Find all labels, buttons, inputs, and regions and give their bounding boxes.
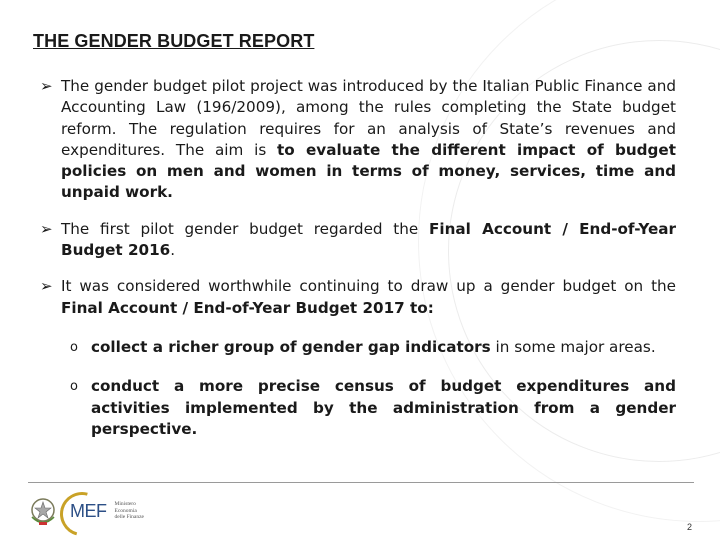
mef-ring-icon [52,483,112,543]
bullet-item [40,219,676,262]
arrow-bullet-icon: ➢ [40,77,53,95]
page-title: THE GENDER BUDGET REPORT [33,31,315,51]
bullet-text-bold: Final Account / End-of-Year Budget 2017 to: [61,298,434,317]
page-number: 2 [686,522,692,532]
bullet-item [40,276,676,319]
circle-bullet-icon: o [70,379,78,395]
sub-bullet-text-bold: collect a richer group of gender gap indicators [91,337,491,356]
arrow-bullet-icon: ➢ [40,277,53,296]
footer-divider [28,482,694,483]
bullet-item [40,76,676,204]
bullet-text-end: . [170,241,176,260]
mef-logo-text: MEF [66,501,107,522]
bullet-text: It was considered worthwhile continuing to draw up a gender budget on the [61,277,676,296]
sub-bullet-text: in some major areas. [490,337,656,356]
mef-logo [66,501,144,522]
footer-logos [28,494,144,528]
arrow-bullet-icon: ➢ [40,219,53,238]
sub-bullet-item [40,337,676,358]
bullet-text: The first pilot gender budget regarded the [61,219,429,238]
italian-emblem-icon [28,495,58,527]
sub-bullet-item [40,376,676,440]
bullet-text-bold: Final Account / End-of-Year Budget 2016 [61,219,676,260]
bullet-text-bold: to evaluate the different impact of budget policies on men and women in terms of money, services, time and unpaid work. [61,140,676,202]
ministry-name: Ministero Economia delle Finanze [114,501,144,521]
circle-bullet-icon: o [70,339,78,355]
slide-content [40,76,676,454]
bullet-text: The gender budget pilot project was introduced by the Italian Public Finance and Accounting Law (196/2009), among the rules completing the State budget reform. The regulation requires for an analysis of State’s revenues and expenditures. The aim is [61,77,676,159]
sub-bullet-text-bold: conduct a more precise census of budget expenditures and activities implemented by the administration from a gender perspective. [91,377,676,438]
